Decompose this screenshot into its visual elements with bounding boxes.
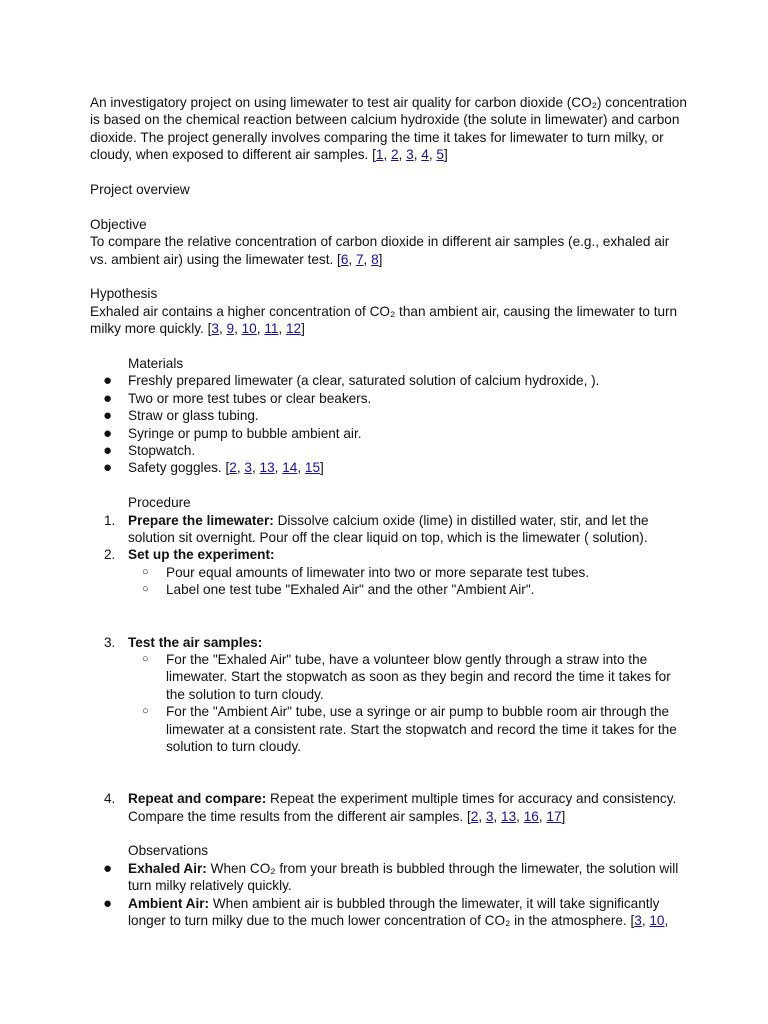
observation-text: When CO₂ from your breath is bubbled through the limewater, the solution will turn milky relatively quickly. <box>128 860 679 894</box>
bullet-icon: ● <box>103 442 113 460</box>
step-number: 1. <box>104 512 116 528</box>
step-title: Test the air samples: <box>128 634 263 650</box>
observations-list <box>90 860 690 930</box>
list-item-text: Stopwatch. <box>128 443 196 459</box>
step-text: Dissolve calcium oxide (lime) in distilled water, stir, and let the solution sit overnight. Pour off the clear liquid on top, which is the limewater ( solution). <box>128 512 649 546</box>
bullet-icon: ● <box>103 407 113 425</box>
bullet-icon: ● <box>103 389 113 407</box>
procedure-list-final <box>90 790 690 825</box>
citation-link[interactable]: 7 <box>355 251 364 267</box>
list-item-text: Safety goggles. <box>128 460 222 476</box>
citation-link[interactable]: 15 <box>304 460 321 476</box>
sub-list-item-text: For the "Exhaled Air" tube, have a volunteer blow gently through a straw into the limewater. Start the stopwatch as soon as they begin and record the time it takes for the solution to turn cloudy. <box>166 651 671 702</box>
materials-list <box>90 372 690 476</box>
hypothesis-paragraph: Exhaled air contains a higher concentration of CO₂ than ambient air, causing the limewater to turn milky more quickly. [3, 9, 10, 11, 12] <box>90 303 678 337</box>
document-body <box>90 94 690 929</box>
step-number: 4. <box>104 791 116 807</box>
citation-link[interactable]: 5 <box>436 147 444 163</box>
hollow-bullet-icon: ○ <box>142 583 149 596</box>
procedure-step <box>90 546 690 598</box>
section-heading-objective: Objective <box>90 216 147 232</box>
bullet-icon: ● <box>103 894 113 912</box>
list-item <box>90 407 690 424</box>
procedure-step <box>90 512 690 547</box>
step-title: Repeat and compare: <box>128 791 267 807</box>
list-item <box>90 442 690 459</box>
sub-list-item <box>128 581 690 598</box>
step-title: Prepare the limewater: <box>128 512 274 528</box>
citation-link[interactable]: 14 <box>282 460 298 476</box>
list-item <box>90 425 690 442</box>
hypothesis-text: Exhaled air contains a higher concentration of CO₂ than ambient air, causing the limewater to turn milky more quickly. <box>90 303 678 337</box>
citation-link[interactable]: 3 <box>485 808 494 824</box>
step-number: 2. <box>104 547 116 563</box>
objective-text: To compare the relative concentration of carbon dioxide in different air samples (e.g., exhaled air vs. ambient air) using the limewater test. <box>90 234 670 267</box>
section-heading-overview: Project overview <box>90 182 190 198</box>
citation-link[interactable]: 1 <box>375 147 384 163</box>
citation-link[interactable]: 17 <box>546 808 562 824</box>
list-item: ● Safety goggles. [2, 3, 13, 14, 15] <box>103 459 324 477</box>
citation-link[interactable]: 6 <box>340 251 349 267</box>
hollow-bullet-icon: ○ <box>142 652 149 665</box>
sub-list-item-text: Pour equal amounts of limewater into two or more separate test tubes. <box>166 564 590 580</box>
step-text: Repeat the experiment multiple times for accuracy and consistency. Compare the time results from the different air samples. <box>128 791 677 824</box>
citation-link[interactable]: 2 <box>470 808 479 824</box>
citation-link[interactable]: 13 <box>501 808 517 824</box>
observation-title: Exhaled Air: <box>128 860 207 876</box>
bullet-icon: ● <box>103 424 113 442</box>
list-item-text: Straw or glass tubing. <box>128 408 259 424</box>
list-item: ● Ambient Air: When ambient air is bubbled through the limewater, it will take significantly longer to turn milky due to the much lower concentration of CO₂ in the atmosphere. [3, 10, <box>103 894 669 928</box>
list-item <box>90 372 690 389</box>
objective-paragraph: To compare the relative concentration of carbon dioxide in different air samples (e.g., exhaled air vs. ambient air) using the limewater test. [6, 7, 8] <box>90 234 670 267</box>
citation-link[interactable]: 3 <box>634 912 642 928</box>
list-item <box>90 390 690 407</box>
procedure-list <box>90 512 690 599</box>
list-item-text: Two or more test tubes or clear beakers. <box>128 390 372 406</box>
citation-link[interactable]: 3 <box>211 321 219 337</box>
sub-list-item-text: For the "Ambient Air" tube, use a syringe or air pump to bubble room air through the limewater at a consistent rate. Start the stopwatch and record the time it takes for the solution to turn cloudy. <box>166 704 677 754</box>
citation-link[interactable]: 13 <box>259 460 275 476</box>
intro-paragraph: An investigatory project on using limewater to test air quality for carbon dioxide (CO₂) concentration is based on the chemical reaction between calcium hydroxide (the solute in limewater) and carbon dioxide. The project generally involves comparing the time it takes for limewater to turn milky, or cloudy, when exposed to different air samples. [1, 2, 3, 4, 5] <box>90 95 687 163</box>
sub-list <box>128 564 690 599</box>
section-heading-observations: Observations <box>128 843 209 859</box>
section-heading-hypothesis: Hypothesis <box>90 286 158 302</box>
citation-link[interactable]: 4 <box>421 147 429 163</box>
citation-link[interactable]: 16 <box>523 808 539 824</box>
intro-text: An investigatory project on using limewater to test air quality for carbon dioxide (CO₂) concentration is based on the chemical reaction between calcium hydroxide (the solute in limewater) and carbon dioxide. The project generally involves comparing the time it takes for limewater to turn milky, or cloudy, when exposed to different air samples. <box>90 95 687 163</box>
list-item-text: Freshly prepared limewater (a clear, saturated solution of calcium hydroxide, ). <box>128 373 600 389</box>
bullet-icon: ● <box>103 372 113 390</box>
citation-link[interactable]: 10 <box>241 321 257 337</box>
citation-link[interactable]: 11 <box>264 321 279 337</box>
procedure-step <box>90 634 690 756</box>
citation-link[interactable]: 2 <box>391 147 399 163</box>
citation-link[interactable]: 8 <box>371 251 379 267</box>
sub-list-item <box>128 651 690 703</box>
observation-title: Ambient Air: <box>128 895 210 911</box>
citation-link[interactable]: 3 <box>406 147 414 163</box>
sub-list <box>128 651 690 755</box>
citation-link[interactable]: 10 <box>649 912 665 928</box>
list-item-text: Syringe or pump to bubble ambient air. <box>128 425 362 441</box>
list-item <box>90 860 690 895</box>
hollow-bullet-icon: ○ <box>142 565 149 578</box>
sub-list-item <box>128 564 690 581</box>
hollow-bullet-icon: ○ <box>142 705 149 718</box>
procedure-step: 4. Repeat and compare: Repeat the experiment multiple times for accuracy and consistency. Compare the time results from the different air samples. [2, 3, 13, 16, 17] <box>104 791 677 824</box>
sub-list-item-text: Label one test tube "Exhaled Air" and the other "Ambient Air". <box>166 582 535 598</box>
observation-text: When ambient air is bubbled through the limewater, it will take significantly longer to turn milky due to the much lower concentration of CO₂ in the atmosphere. <box>128 895 660 928</box>
citation-link[interactable]: 9 <box>226 321 235 337</box>
section-heading-materials: Materials <box>128 356 184 372</box>
step-number: 3. <box>104 634 116 650</box>
section-heading-procedure: Procedure <box>128 495 191 511</box>
citation-link[interactable]: 12 <box>286 321 302 337</box>
citation-link[interactable]: 3 <box>244 460 252 476</box>
citation-link[interactable]: 2 <box>229 460 237 476</box>
bullet-icon: ● <box>103 859 113 877</box>
bullet-icon: ● <box>103 459 113 477</box>
step-title: Set up the experiment: <box>128 547 275 563</box>
procedure-list-continued <box>90 634 690 756</box>
sub-list-item <box>128 703 690 755</box>
